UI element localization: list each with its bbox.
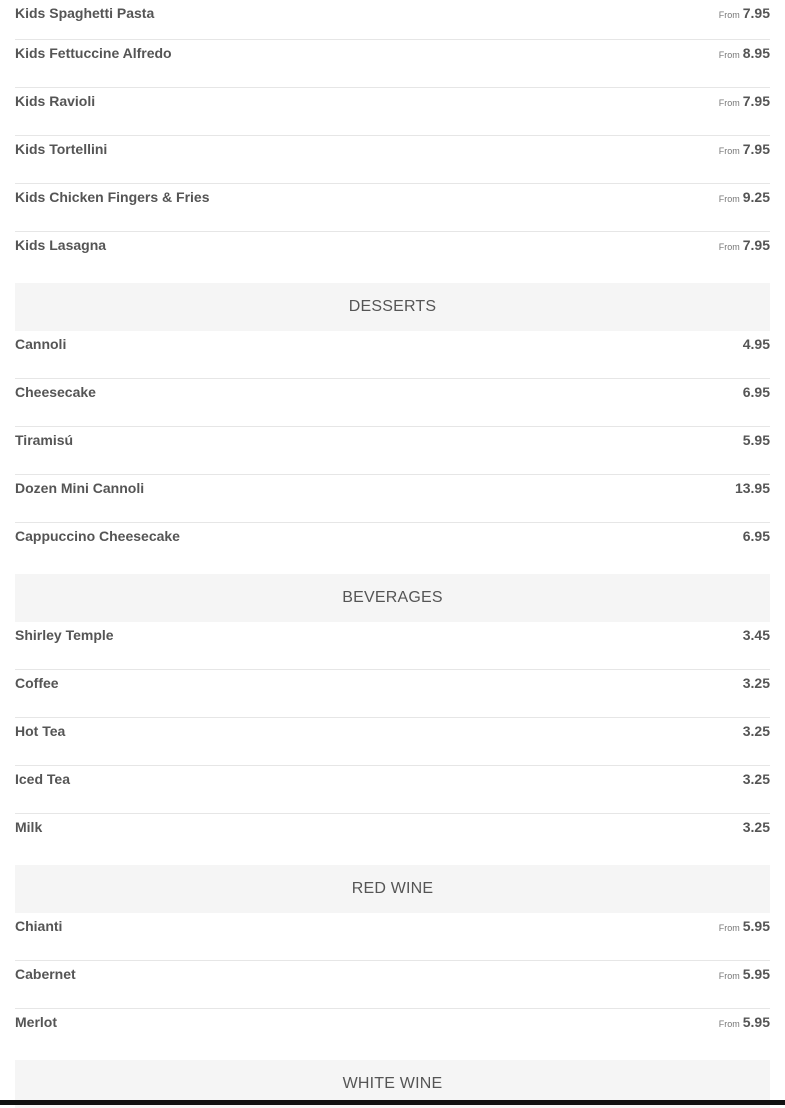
menu-item[interactable] xyxy=(15,379,770,427)
item-name: Kids Lasagna xyxy=(15,237,107,253)
menu-item[interactable] xyxy=(15,475,770,523)
item-name: Hot Tea xyxy=(15,723,66,739)
price-value: 7.95 xyxy=(742,237,770,253)
bottom-bar xyxy=(0,1100,785,1105)
price-from-label: From xyxy=(718,146,740,156)
price-value: 9.25 xyxy=(742,189,770,205)
price-value: 5.95 xyxy=(742,966,770,982)
price-value: 3.25 xyxy=(742,819,770,835)
item-name: Cabernet xyxy=(15,966,76,982)
item-name: Cappuccino Cheesecake xyxy=(15,528,180,544)
item-name: Milk xyxy=(15,819,43,835)
item-price xyxy=(743,670,770,691)
item-price xyxy=(719,913,770,935)
item-price xyxy=(719,88,770,110)
price-value: 7.95 xyxy=(742,141,770,157)
item-name: Iced Tea xyxy=(15,771,70,787)
item-name: Cannoli xyxy=(15,336,67,352)
item-price xyxy=(743,718,770,739)
menu-item[interactable] xyxy=(15,622,770,670)
item-name: Chianti xyxy=(15,918,63,934)
item-price xyxy=(719,184,770,206)
price-value: 3.25 xyxy=(742,675,770,691)
item-name: Cheesecake xyxy=(15,384,96,400)
item-name: Kids Fettuccine Alfredo xyxy=(15,45,172,61)
price-value: 6.95 xyxy=(742,528,770,544)
item-price xyxy=(719,1009,770,1031)
item-name: Coffee xyxy=(15,675,59,691)
item-name: Merlot xyxy=(15,1014,57,1030)
price-from-label: From xyxy=(718,10,740,20)
price-value: 8.95 xyxy=(742,45,770,61)
price-value: 6.95 xyxy=(742,384,770,400)
menu-section xyxy=(15,865,770,1056)
menu-item[interactable] xyxy=(15,523,770,570)
price-from-label: From xyxy=(718,50,740,60)
price-value: 5.95 xyxy=(742,432,770,448)
price-value: 3.45 xyxy=(742,627,770,643)
price-value: 3.25 xyxy=(742,723,770,739)
menu-item[interactable] xyxy=(15,670,770,718)
menu-item[interactable] xyxy=(15,718,770,766)
menu-section xyxy=(15,283,770,570)
price-value: 4.95 xyxy=(742,336,770,352)
item-name: Kids Chicken Fingers & Fries xyxy=(15,189,210,205)
item-price xyxy=(719,136,770,158)
price-value: 5.95 xyxy=(742,1014,770,1030)
menu-item[interactable] xyxy=(15,88,770,136)
item-price xyxy=(719,232,770,254)
price-from-label: From xyxy=(718,923,740,933)
item-price xyxy=(719,961,770,983)
item-price xyxy=(719,40,770,62)
item-price xyxy=(743,814,770,835)
menu-item[interactable] xyxy=(15,913,770,961)
menu-item[interactable] xyxy=(15,961,770,1009)
menu-item[interactable] xyxy=(15,136,770,184)
price-value: 3.25 xyxy=(742,771,770,787)
section-header: DESSERTS xyxy=(15,283,770,331)
item-price xyxy=(743,622,770,643)
menu-item[interactable] xyxy=(15,814,770,861)
item-price xyxy=(735,475,770,496)
item-name: Dozen Mini Cannoli xyxy=(15,480,145,496)
menu-item[interactable] xyxy=(15,40,770,88)
section-header: BEVERAGES xyxy=(15,574,770,622)
item-name: Kids Spaghetti Pasta xyxy=(15,5,155,21)
item-price xyxy=(719,0,770,22)
item-price xyxy=(743,523,770,544)
item-name: Shirley Temple xyxy=(15,627,114,643)
menu-item[interactable] xyxy=(15,766,770,814)
price-value: 5.95 xyxy=(742,918,770,934)
menu-item[interactable] xyxy=(15,427,770,475)
price-value: 7.95 xyxy=(742,5,770,21)
item-price xyxy=(743,331,770,352)
price-from-label: From xyxy=(718,971,740,981)
price-value: 7.95 xyxy=(742,93,770,109)
price-from-label: From xyxy=(718,98,740,108)
price-from-label: From xyxy=(718,1019,740,1029)
menu-item[interactable] xyxy=(15,331,770,379)
menu-item[interactable] xyxy=(15,232,770,279)
price-from-label: From xyxy=(718,194,740,204)
item-name: Kids Tortellini xyxy=(15,141,108,157)
menu-section xyxy=(15,0,770,279)
menu-item[interactable] xyxy=(15,0,770,40)
item-name: Tiramisú xyxy=(15,432,74,448)
section-header: RED WINE xyxy=(15,865,770,913)
menu-section xyxy=(15,574,770,861)
item-price xyxy=(743,766,770,787)
item-price xyxy=(743,427,770,448)
item-price xyxy=(743,379,770,400)
section-header: WHITE WINE xyxy=(15,1060,770,1108)
menu-item[interactable] xyxy=(15,1009,770,1056)
menu-item[interactable] xyxy=(15,184,770,232)
price-from-label: From xyxy=(718,242,740,252)
price-value: 13.95 xyxy=(734,480,770,496)
item-name: Kids Ravioli xyxy=(15,93,96,109)
